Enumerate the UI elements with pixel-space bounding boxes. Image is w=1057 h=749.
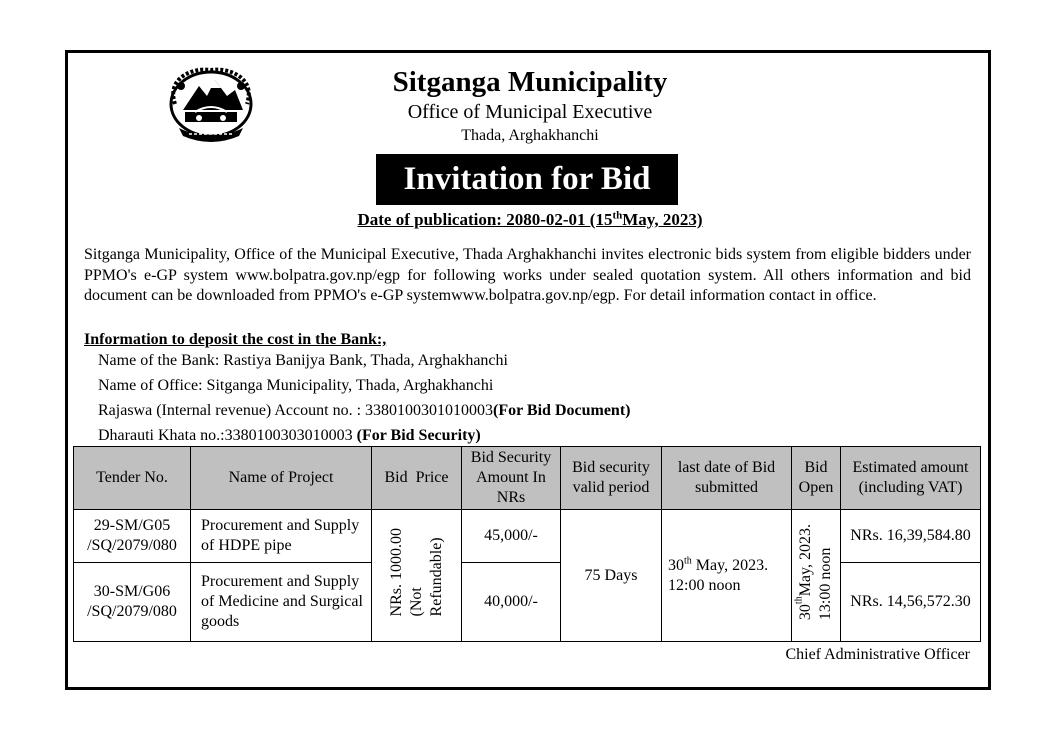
security-amount-cell: 40,000/- [462, 563, 561, 642]
open-month-year: May, 2023. [797, 524, 814, 597]
submit-day: 30 [668, 556, 684, 574]
tender-no-cell: 30-SM/G06 /SQ/2079/080 [74, 563, 191, 642]
table-row [74, 563, 981, 642]
header-estimated-amount: Estimated amount (including VAT) [841, 447, 981, 510]
header-valid-period: Bid security valid period [561, 447, 662, 510]
submit-time: 12:00 noon [668, 576, 741, 594]
dharauti-account-note: (For Bid Security) [356, 427, 481, 444]
header-security-amount: Bid Security Amount In NRs [462, 447, 561, 510]
signoff-title: Chief Administrative Officer [785, 646, 970, 663]
pub-date-sup: th [612, 209, 623, 222]
table-header-row [74, 447, 981, 510]
org-name: Sitganga Municipality [392, 66, 668, 98]
dharauti-account-line [98, 427, 481, 445]
revenue-account-text: Rajaswa (Internal revenue) Account no. : 3380100301010003 [98, 402, 494, 419]
bid-price-line3: Refundable) [427, 537, 445, 617]
pub-date-suffix: May, 2023) [622, 210, 703, 229]
security-amount-cell: 45,000/- [462, 510, 561, 563]
header-last-date: last date of Bid submitted [662, 447, 792, 510]
bid-price-line1: NRs. 1000.00 [387, 528, 405, 617]
estimated-amount-cell: NRs. 14,56,572.30 [841, 563, 981, 642]
estimated-amount-cell: NRs. 16,39,584.80 [841, 510, 981, 563]
revenue-account-note: (For Bid Document) [493, 402, 631, 419]
dharauti-account-text: Dharauti Khata no.:3380100303010003 [98, 427, 357, 444]
revenue-account-line [98, 402, 630, 420]
submit-month-year: May, 2023. [691, 556, 769, 574]
header-bid-price: Bid Price [372, 447, 462, 510]
office-name-line: Name of Office: Sitganga Municipality, Thada, Arghakhanchi [98, 377, 494, 394]
intro-paragraph: Sitganga Municipality, Office of the Municipal Executive, Thada Arghakhanchi invites electronic bids system from eligible bidders under PPMO's e-GP system www.bolpatra.gov.np/egp for following works under sealed quotation system. All others information and bid document can be downloaded from PPMO's e-GP systemwww.bolpatra.gov.np/egp. For detail information contact in office. [84, 246, 971, 304]
table-row [74, 510, 981, 563]
submit-day-sup: th [684, 555, 692, 567]
header-bid-open: Bid Open [792, 447, 841, 510]
bid-price-text [387, 528, 447, 616]
notice-title [376, 154, 678, 205]
open-day: 30 [797, 604, 814, 621]
project-name-cell: Procurement and Supply of Medicine and Surgical goods [191, 563, 372, 642]
header-tender-no: Tender No. [74, 447, 191, 510]
notice-title-text: Invitation for Bid [403, 161, 651, 197]
tender-no-cell: 29-SM/G05 /SQ/2079/080 [74, 510, 191, 563]
project-name-cell: Procurement and Supply of HDPE pipe [191, 510, 372, 563]
bid-open-text [793, 524, 836, 621]
open-time: 13:00 noon [817, 548, 834, 621]
bid-open-cell [792, 510, 841, 642]
tender-table [73, 446, 981, 642]
bid-price-cell [372, 510, 462, 642]
bank-info-heading: Information to deposit the cost in the Bank:, [84, 331, 387, 348]
last-date-cell [662, 510, 792, 642]
header-project-name: Name of Project [191, 447, 372, 510]
open-day-sup: th [793, 596, 805, 605]
bid-price-line2: (Not [407, 587, 425, 617]
valid-period-cell: 75 Days [561, 510, 662, 642]
org-address: Thada, Arghakhanchi [461, 127, 599, 144]
nepal-emblem-logo [165, 66, 257, 146]
publication-date [280, 210, 780, 230]
org-office: Office of Municipal Executive [407, 101, 653, 123]
pub-date-prefix: Date of publication: 2080-02-01 (15 [357, 210, 613, 229]
bank-name-line: Name of the Bank: Rastiya Banijya Bank, Thada, Arghakhanchi [98, 352, 508, 369]
